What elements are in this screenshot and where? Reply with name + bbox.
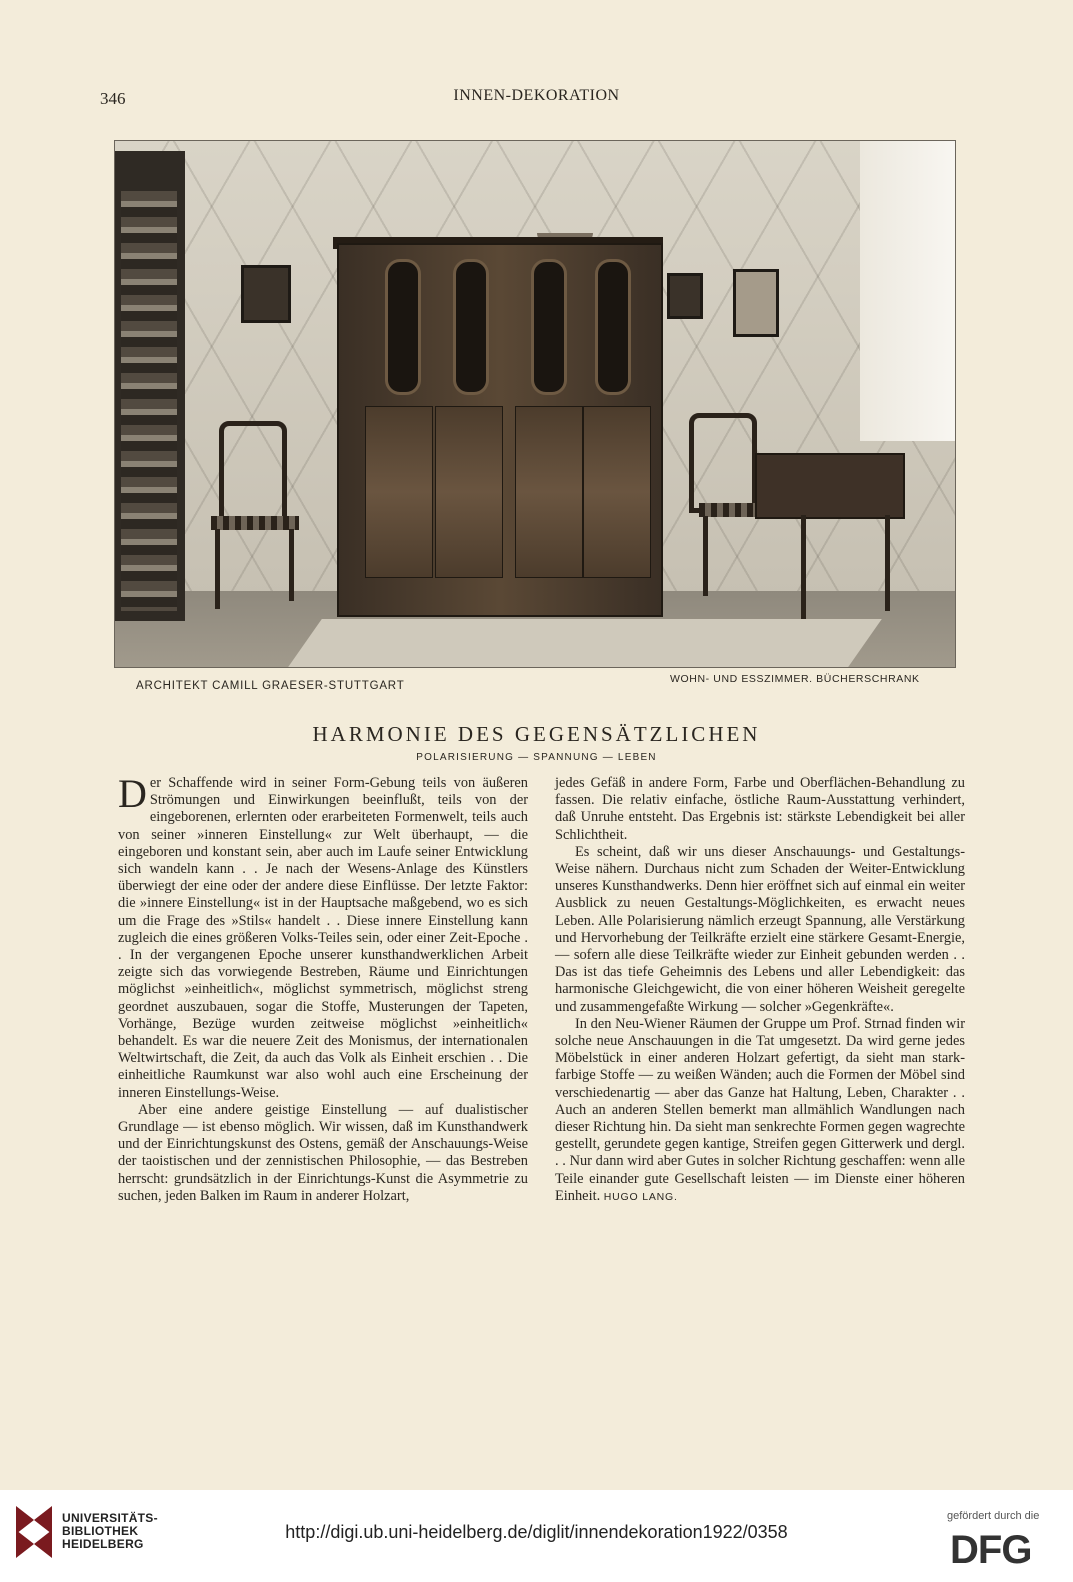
framed-picture-left: [241, 265, 291, 323]
article-title: HARMONIE DES GEGENSÄTZLICHEN: [312, 722, 761, 746]
framed-picture-right-small: [667, 273, 703, 319]
article-subtitle: POLARISIERUNG — SPANNUNG — LEBEN: [416, 752, 657, 763]
paragraph: [118, 771, 528, 1102]
text-column-left: [118, 771, 528, 1205]
page-number: 346: [100, 89, 126, 108]
chair-leg: [703, 516, 708, 596]
bookcase-glass-panel: [531, 259, 567, 395]
institution-name-line: HEIDELBERG: [62, 1537, 144, 1551]
window-curtain: [860, 141, 955, 441]
bookcase-lower-door: [435, 406, 503, 578]
funded-by-label: gefördert durch die: [947, 1510, 1040, 1522]
photo-caption-room: WOHN- UND ESSZIMMER. BÜCHERSCHRANK: [670, 673, 920, 685]
chair-leg: [215, 529, 220, 609]
framed-picture-right: [733, 269, 779, 337]
text-column-right: [555, 775, 965, 1206]
side-table: [755, 453, 905, 519]
paragraph: Es scheint, daß wir uns dieser Anschauungs- und Gestaltungs-Weise nähern. Durchaus nicht zum Schaden der Weiter-Entwicklung unseres Kunsthandwerks. Denn hier eröffnet sich auf einmal ein weiter Ausblick zu neuen Gestaltungs-Möglichkeiten, es erwacht neues Leben. Alle Polarisierung nämlich erzeugt Spannung, alle Verstärkung und Hervorhebung der Teilkräfte erzielt eine stärkere Gesamt-Energie, — sofern alle diese Teilkräfte wieder zur Einheit gebunden werden . . Das ist das tiefe Geheimnis des Lebens und aller Lebendigkeit: das harmonische Gleichgewicht, die von einer höheren Weisheit geregelte und zusammengefaßte Wirkung — solcher »Gegenkräfte«.: [555, 843, 965, 1015]
table-leg: [801, 515, 806, 619]
paragraph-text: er Schaffende wird in seiner Form-Gebung teils von äußeren Strömungen und Einwirkungen beeinflußt, teils von der eingeborenen, erlernten oder erarbeiteten Formenwelt, teils auch von seiner »inneren Einstellung« zur Welt überhaupt, — die eingeboren und konstant sein, aber auch im Laufe seiner Entwicklung sich wandeln kann . . Je nach der Wesens-Anlage des Künstlers überwiegt der eine oder der andere diese Einflüsse. Der letzte Faktor: die »innere Einstellung« ist in der Hauptsache maßgebend, wo es sich um die Frage des »Stils« handelt . . Diese innere Einstellung kann zugleich die eines größeren Volks-Teiles sein, oder einer Zeit-Epoche . . In der vergangenen Epoche unserer kunsthandwerklichen Arbeit zeigte sich das vorwiegende Bestreben, Räume und Einrichtungen möglichst »einheitlich«, möglichst symmetrisch, möglichst streng geordnet auszubauen, sogar die Stoffe, Musterungen der Tapeten, Vorhänge, Bezüge wurden zeitweise möglichst »einheitlich« behandelt. Es war die neuere Zeit des Monismus, der internationalen Weltwirtschaft, die Zeit, da auch das Volk als Einheit erschien . . Die einheitliche Raumkunst war also wohl auch eine Erscheinung der inneren Einstellungs-Weise.: [118, 775, 528, 1101]
bookcase-glass-panel: [385, 259, 421, 395]
photo-caption-architect: ARCHITEKT CAMILL GRAESER-STUTTGART: [136, 680, 405, 692]
author-signature: HUGO LANG.: [603, 1190, 678, 1203]
institution-name-line: BIBLIOTHEK: [62, 1524, 139, 1538]
running-head: INNEN-DEKORATION: [453, 87, 620, 104]
table-leg: [885, 515, 890, 611]
interior-photograph: [114, 140, 956, 668]
striped-door-curtain: [121, 191, 177, 611]
digitization-footer: [0, 1490, 1073, 1582]
bookcase-lower-door: [365, 406, 433, 578]
paragraph: jedes Gefäß in andere Form, Farbe und Oberflächen-Behandlung zu fassen. Die relativ einfache, östliche Raum-Ausstattung verhindert, daß Unruhe entsteht. Das Ergebnis ist: stärkste Lebendigkeit bei aller Schlichtheit.: [555, 775, 965, 843]
rug: [288, 619, 882, 667]
chair-left-back: [219, 421, 287, 521]
paragraph: [555, 1016, 965, 1206]
chair-right-seat: [699, 503, 763, 517]
dfg-logo[interactable]: DFG: [950, 1528, 1032, 1572]
bookcase-glass-panel: [595, 259, 631, 395]
chair-left-seat: [211, 516, 299, 530]
permalink-url[interactable]: http://digi.ub.uni-heidelberg.de/diglit/innendekoration1922/0358: [285, 1522, 788, 1542]
institution-name-line: UNIVERSITÄTS-: [62, 1511, 158, 1525]
paragraph: Aber eine andere geistige Einstellung — auf dualistischer Grundlage — ist ebenso möglich. Wir wissen, daß im Kunsthandwerk und der Einrichtungskunst des Ostens, gemäß der Anschauungs-Weise der taoistischen und der zennistischen Philosophie, — das Bestreben herrscht: grundsätzlich in der Einrichtungs-Kunst die Asymmetrie zu suchen, jeden Balken im Raum in anderer Holzart,: [118, 1101, 528, 1204]
drop-cap: D: [118, 771, 147, 816]
chair-right-back: [689, 413, 757, 513]
bookcase-glass-panel: [453, 259, 489, 395]
chair-leg: [289, 529, 294, 601]
paragraph-text: In den Neu-Wiener Räumen der Gruppe um Prof. Strnad finden wir solche neue Anschauungen in die Tat umgesetzt. Da wird gerne jedes Möbelstück in einer anderen Holzart gefertigt, da sieht man stark-farbige Stoffe — zu weißen Wänden; auch die Formen der Möbel sind verschiedenartig — aber das Ganze hat Haltung, Leben, Charakter . . Auch an anderen Stellen bemerkt man allmählich Wandlungen nach dieser Richtung hin. Da sieht man senkrechte Formen gegen wagrechte gestellt, gerundete gegen kantige, Streifen gegen Gitterwerk und dergl. . . Nur dann wird aber Gutes in solcher Richtung geschaffen: wenn alle Teile einander gute Gesellschaft leisten — im Dienste einer höheren Einheit.: [555, 1015, 965, 1204]
bookcase-lower-door: [583, 406, 651, 578]
bookcase-lower-door: [515, 406, 583, 578]
